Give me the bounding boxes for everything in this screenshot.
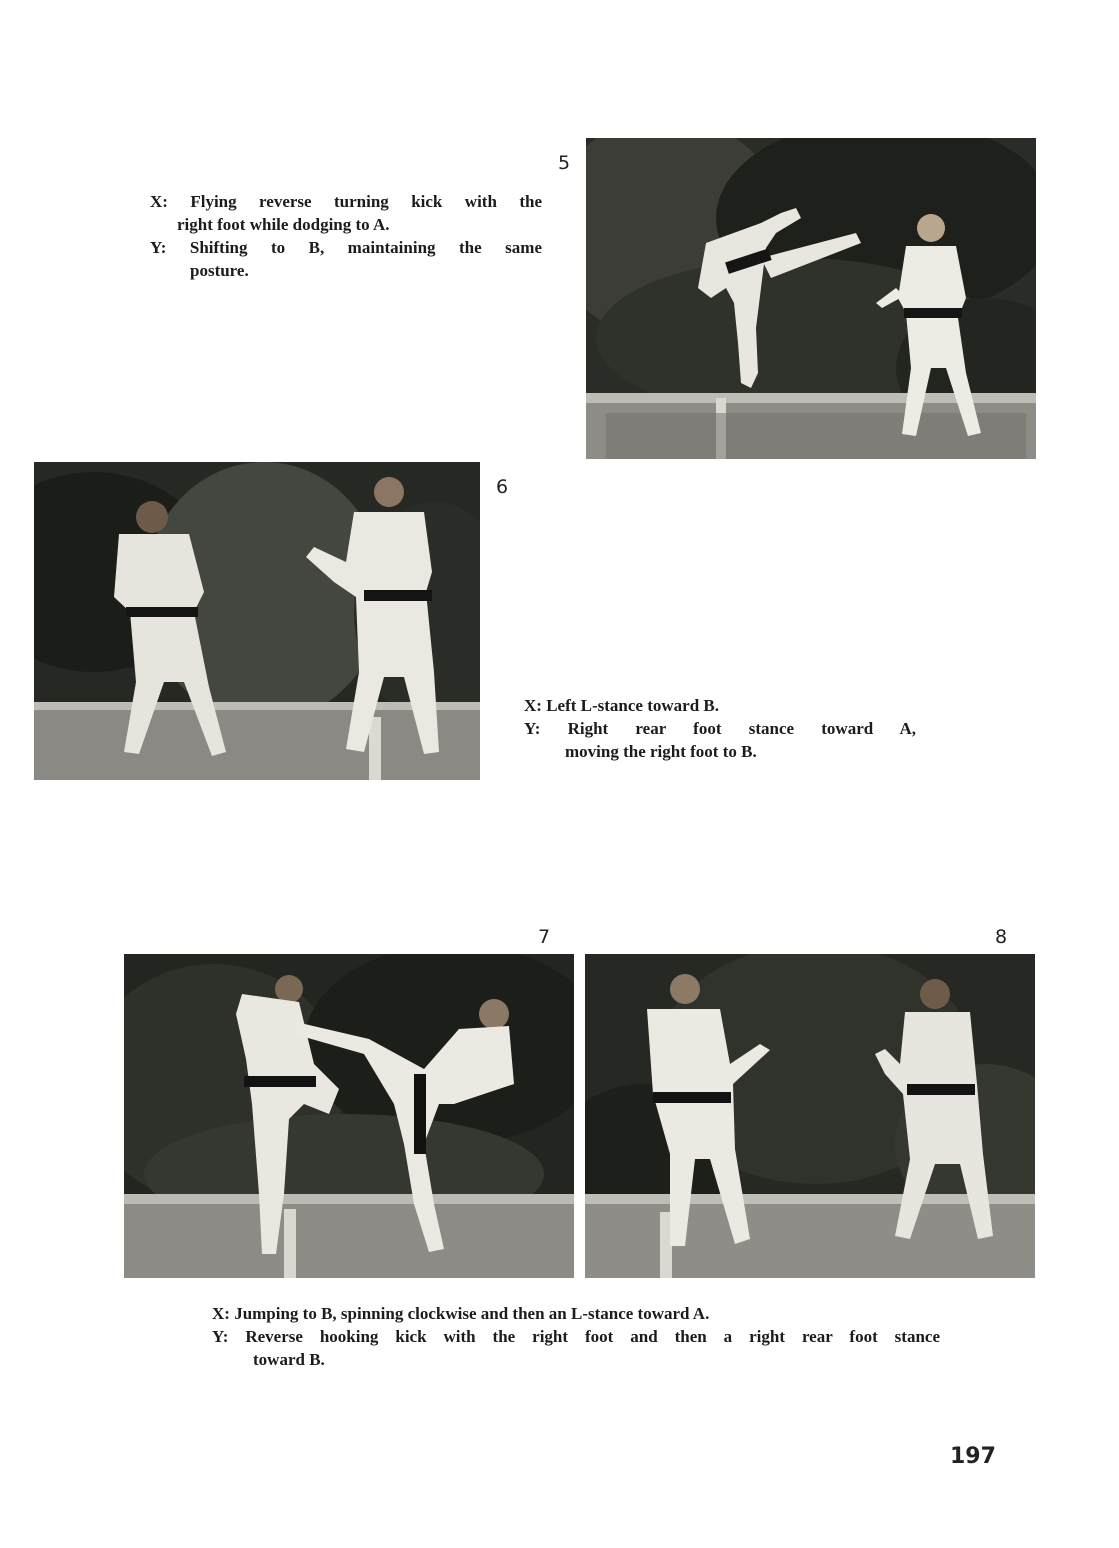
- caption-line: X: Flying reverse turning kick with the: [150, 192, 542, 211]
- figure-8-photo: [585, 954, 1035, 1278]
- figure-5-caption: [150, 190, 542, 282]
- page-number: 197: [950, 1444, 996, 1469]
- figure-6-caption: [524, 694, 916, 763]
- caption-line: moving the right foot to B.: [565, 742, 757, 761]
- figure-6-number: 6: [496, 476, 509, 498]
- caption-line: Y: Reverse hooking kick with the right foot and then a right rear foot stance: [212, 1327, 940, 1346]
- figure-5-number: 5: [558, 152, 571, 174]
- caption-line: toward B.: [253, 1350, 325, 1369]
- caption-line: Y: Right rear foot stance toward A,: [524, 719, 916, 738]
- figure-5-photo: [586, 138, 1036, 459]
- figures-7-8-caption: [212, 1302, 940, 1371]
- caption-line: Y: Shifting to B, maintaining the same: [150, 238, 542, 257]
- figure-6-photo: [34, 462, 480, 780]
- caption-line: X: Left L-stance toward B.: [524, 696, 719, 715]
- figure-8-number: 8: [995, 926, 1008, 948]
- figure-7-number: 7: [538, 926, 551, 948]
- figure-7-photo: [124, 954, 574, 1278]
- caption-line: X: Jumping to B, spinning clockwise and then an L-stance toward A.: [212, 1304, 710, 1323]
- caption-line: right foot while dodging to A.: [177, 215, 390, 234]
- caption-line: posture.: [190, 261, 249, 280]
